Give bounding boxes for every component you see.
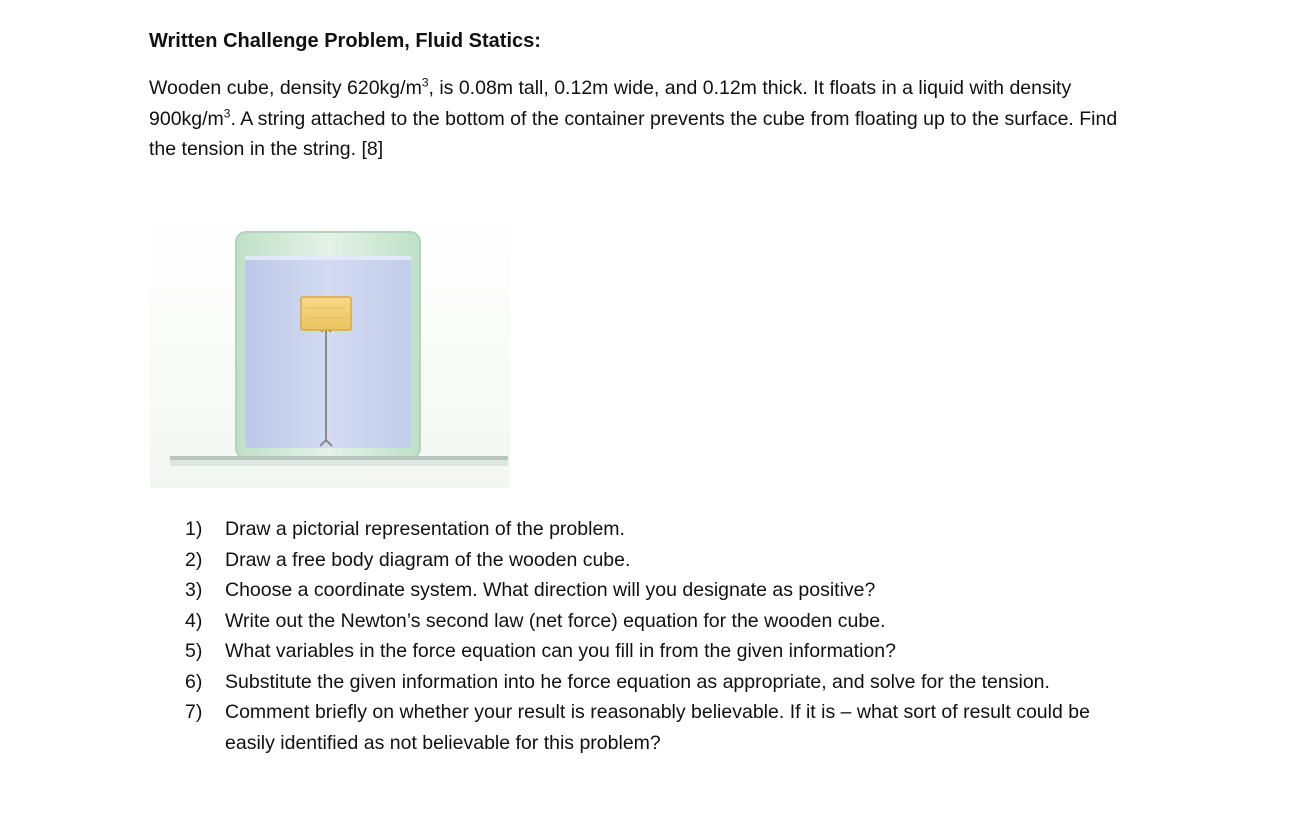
step-number: 1)	[185, 518, 203, 540]
step-text: Draw a pictorial representation of the problem.	[225, 518, 625, 540]
step-text: Write out the Newton’s second law (net force) equation for the wooden cube.	[225, 609, 886, 632]
list-item	[185, 575, 1115, 606]
liquid-icon	[245, 256, 411, 448]
step-list	[185, 514, 1115, 758]
step-number: 3)	[185, 579, 203, 601]
step-text: Choose a coordinate system. What direction will you designate as positive?	[225, 579, 876, 601]
page-title: Written Challenge Problem, Fluid Statics:	[149, 30, 541, 52]
superscript-2: 3	[223, 106, 231, 120]
table-surface	[170, 456, 508, 466]
figure-illustration	[150, 210, 510, 488]
problem-text-1: Wooden cube, density 620kg/m	[149, 77, 422, 99]
step-number: 5)	[185, 640, 203, 662]
step-number: 4)	[185, 609, 203, 632]
step-text: Comment briefly on whether your result is reasonably believable. If it is – what sort of result could be easily identified as not believable for this problem?	[225, 701, 1090, 754]
step-text: Draw a free body diagram of the wooden cube.	[225, 548, 631, 571]
step-number: 6)	[185, 670, 203, 693]
problem-statement	[149, 73, 1139, 165]
problem-figure	[150, 210, 510, 488]
list-item	[185, 636, 1115, 667]
list-item	[185, 697, 1115, 758]
problem-text-2: , is 0.08m tall, 0.12m wide, and 0.12m thick. It floats in a liquid with density 900kg/m	[149, 77, 1072, 130]
list-item	[185, 545, 1115, 576]
superscript-1: 3	[421, 75, 429, 90]
list-item	[185, 514, 1115, 545]
step-number: 2)	[185, 548, 203, 571]
problem-text-3: . A string attached to the bottom of the container prevents the cube from floating up to the surface. Find the tension in the string. [8]	[149, 107, 1118, 160]
step-text: What variables in the force equation can you fill in from the given information?	[225, 640, 896, 662]
step-text: Substitute the given information into he force equation as appropriate, and solve for the tension.	[225, 670, 1050, 693]
list-item	[185, 667, 1115, 698]
step-number: 7)	[185, 701, 203, 723]
wooden-cube-icon	[301, 297, 351, 330]
list-item	[185, 606, 1115, 637]
